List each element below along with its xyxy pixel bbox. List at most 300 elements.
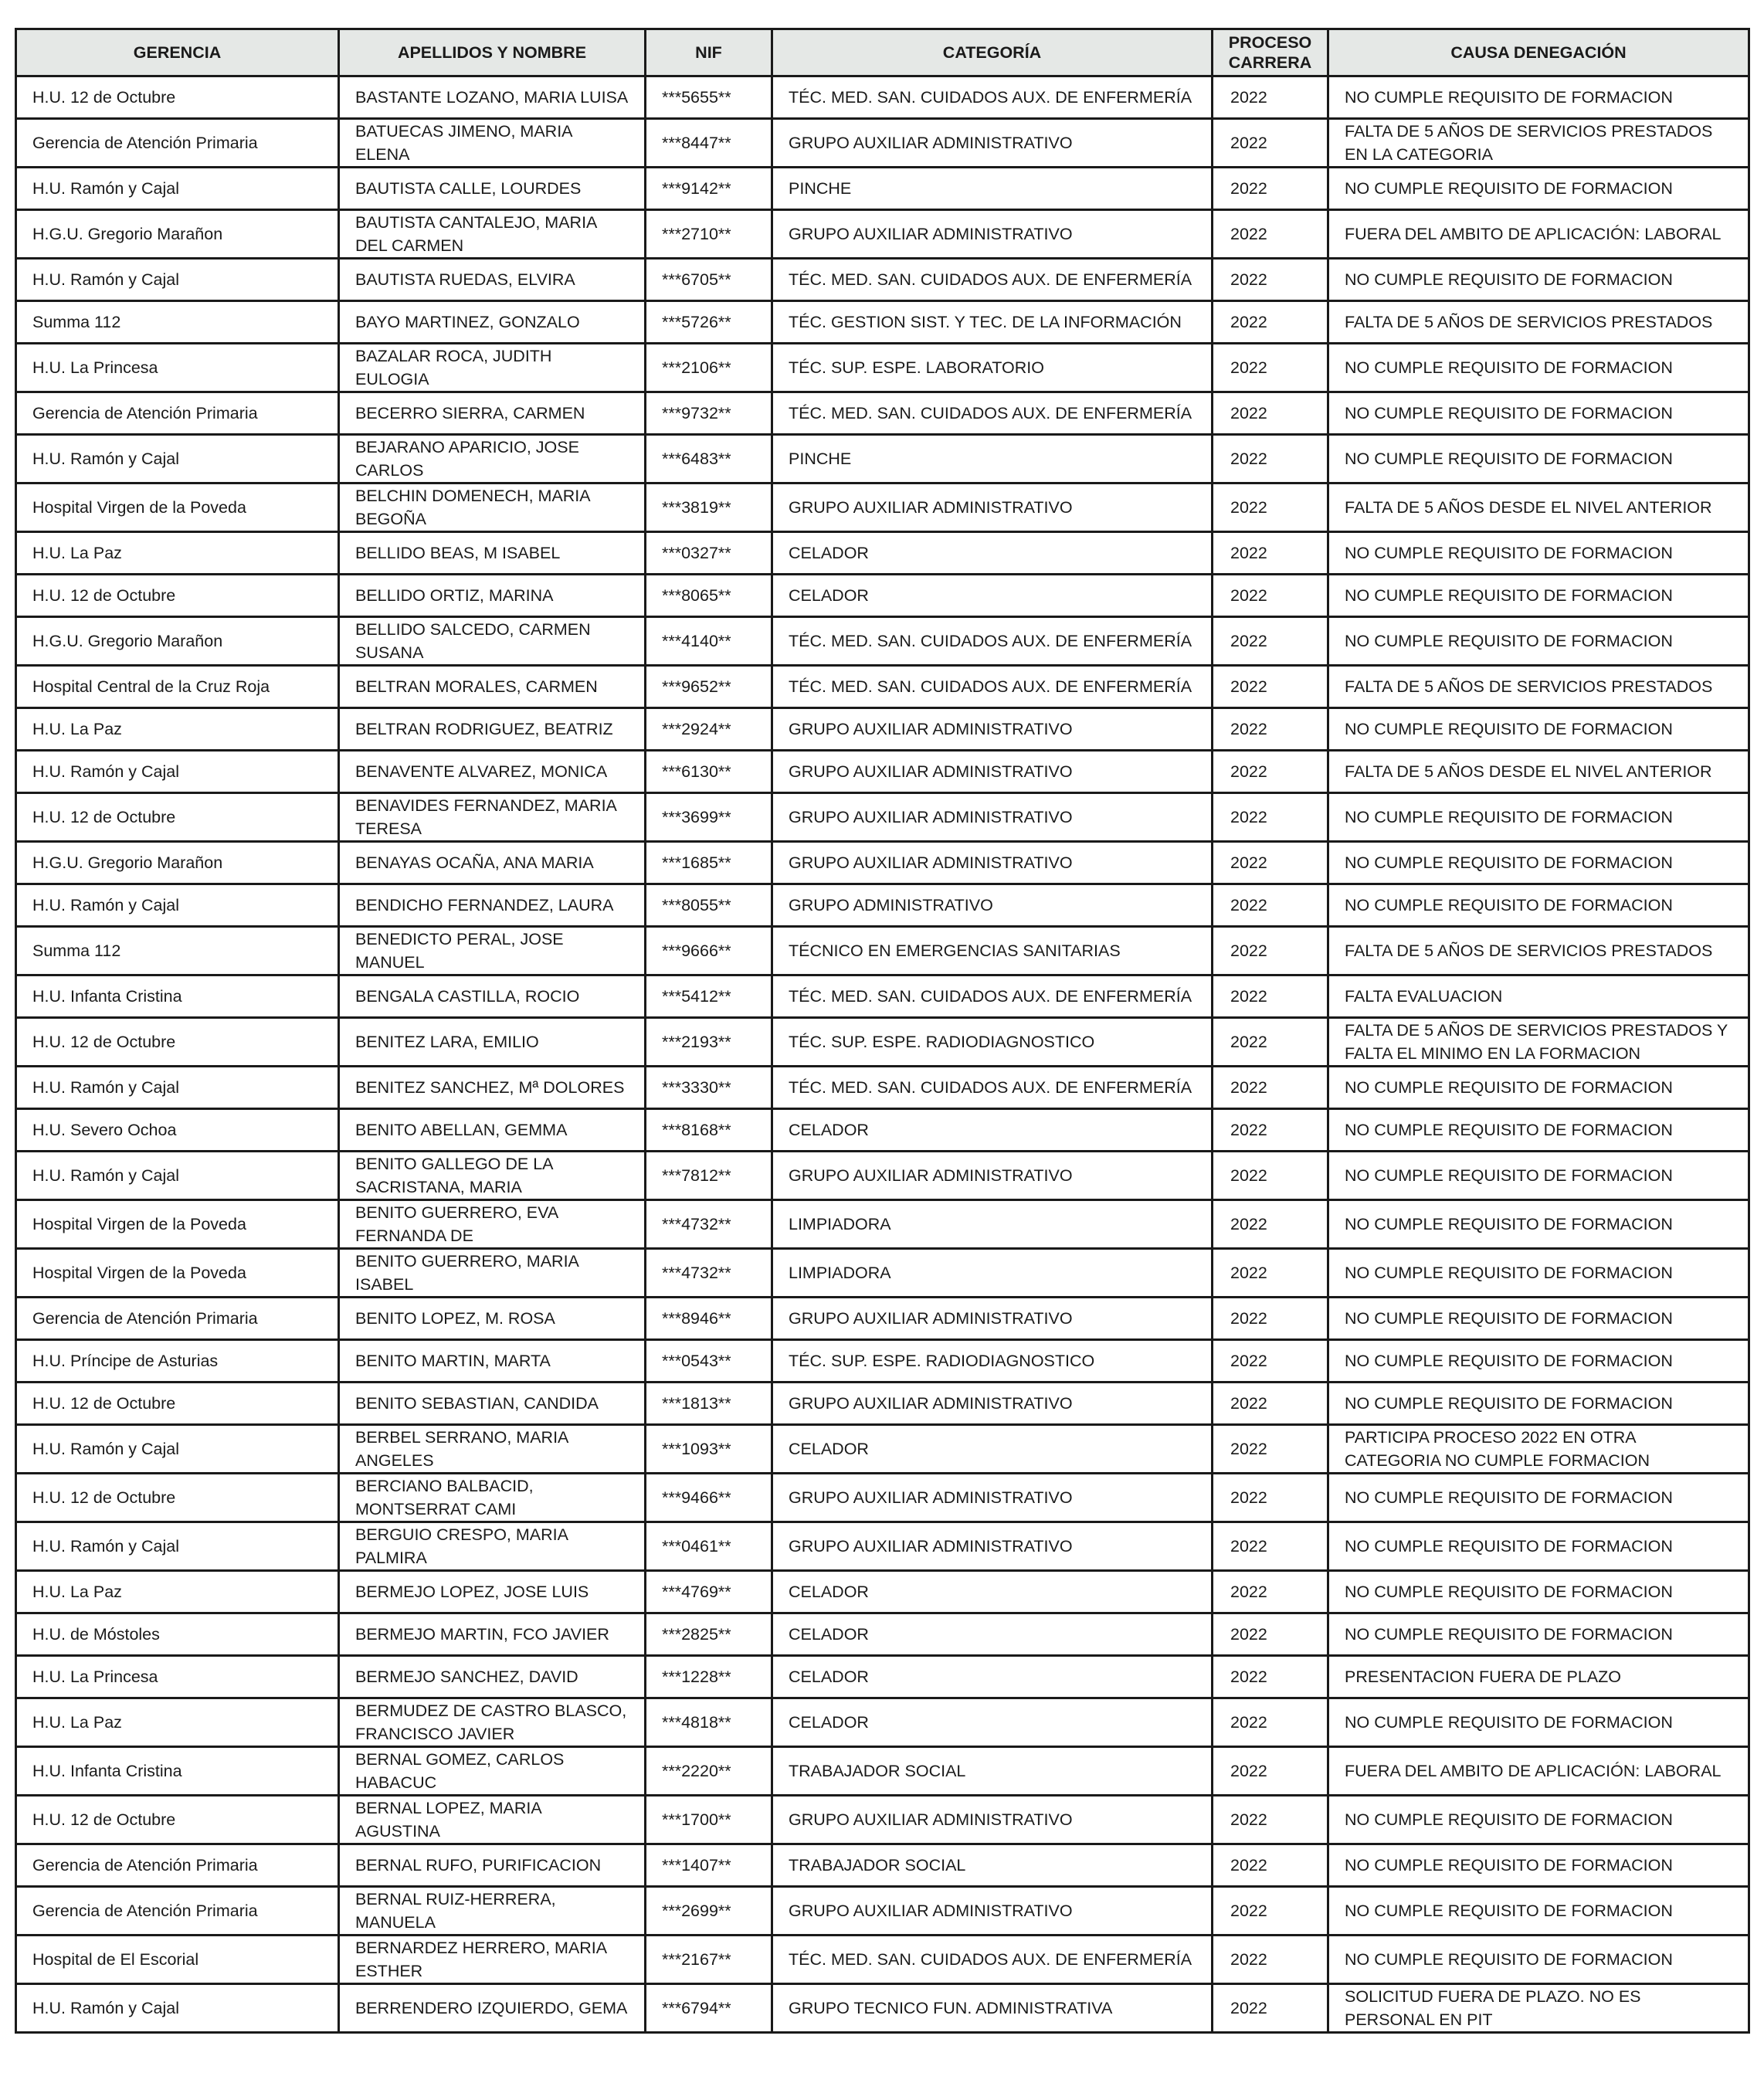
cell-causa-denegacion: NO CUMPLE REQUISITO DE FORMACION [1328,1844,1749,1887]
cell-gerencia: H.U. Infanta Cristina [16,975,339,1018]
cell-categoria: GRUPO AUXILIAR ADMINISTRATIVO [772,708,1213,751]
cell-gerencia: H.U. 12 de Octubre [16,1796,339,1844]
cell-categoria: PINCHE [772,168,1213,210]
cell-gerencia: H.U. Ramón y Cajal [16,259,339,301]
cell-categoria: GRUPO AUXILIAR ADMINISTRATIVO [772,842,1213,884]
cell-causa-denegacion: NO CUMPLE REQUISITO DE FORMACION [1328,435,1749,483]
cell-proceso-carrera: 2022 [1213,1200,1328,1249]
cell-gerencia: H.U. Ramón y Cajal [16,1984,339,2033]
cell-categoria: TÉC. MED. SAN. CUIDADOS AUX. DE ENFERMERÍA [772,259,1213,301]
cell-gerencia: Gerencia de Atención Primaria [16,1844,339,1887]
cell-categoria: TRABAJADOR SOCIAL [772,1844,1213,1887]
table-row [16,483,1749,532]
table-row [16,1109,1749,1152]
cell-categoria: GRUPO ADMINISTRATIVO [772,884,1213,927]
cell-gerencia: H.G.U. Gregorio Marañon [16,842,339,884]
cell-apellidos-nombre: BELLIDO SALCEDO, CARMEN SUSANA [339,617,646,666]
cell-gerencia: H.U. Ramón y Cajal [16,1152,339,1200]
cell-gerencia: Hospital Virgen de la Poveda [16,1249,339,1298]
cell-nif: ***2825** [646,1613,772,1656]
cell-causa-denegacion: NO CUMPLE REQUISITO DE FORMACION [1328,1887,1749,1936]
table-row [16,1340,1749,1383]
cell-proceso-carrera: 2022 [1213,793,1328,842]
cell-gerencia: Gerencia de Atención Primaria [16,1887,339,1936]
cell-categoria: CELADOR [772,1613,1213,1656]
table-row [16,1018,1749,1067]
cell-causa-denegacion: NO CUMPLE REQUISITO DE FORMACION [1328,708,1749,751]
table-row [16,1936,1749,1984]
cell-apellidos-nombre: BELTRAN MORALES, CARMEN [339,666,646,708]
cell-proceso-carrera: 2022 [1213,1844,1328,1887]
cell-proceso-carrera: 2022 [1213,1613,1328,1656]
cell-apellidos-nombre: BENAYAS OCAÑA, ANA MARIA [339,842,646,884]
table-row [16,259,1749,301]
cell-apellidos-nombre: BECERRO SIERRA, CARMEN [339,392,646,435]
cell-categoria: LIMPIADORA [772,1200,1213,1249]
cell-categoria: TÉC. MED. SAN. CUIDADOS AUX. DE ENFERMERÍA [772,975,1213,1018]
cell-causa-denegacion: SOLICITUD FUERA DE PLAZO. NO ES PERSONAL EN PIT [1328,1984,1749,2033]
cell-categoria: GRUPO AUXILIAR ADMINISTRATIVO [772,119,1213,168]
cell-apellidos-nombre: BERMUDEZ DE CASTRO BLASCO, FRANCISCO JAVIER [339,1698,646,1747]
cell-proceso-carrera: 2022 [1213,1340,1328,1383]
cell-categoria: TÉC. MED. SAN. CUIDADOS AUX. DE ENFERMERÍA [772,666,1213,708]
cell-gerencia: H.G.U. Gregorio Marañon [16,210,339,259]
cell-proceso-carrera: 2022 [1213,1018,1328,1067]
cell-causa-denegacion: NO CUMPLE REQUISITO DE FORMACION [1328,344,1749,392]
table-row [16,1425,1749,1474]
cell-categoria: GRUPO AUXILIAR ADMINISTRATIVO [772,751,1213,793]
cell-gerencia: H.U. La Paz [16,708,339,751]
cell-proceso-carrera: 2022 [1213,1796,1328,1844]
cell-nif: ***2699** [646,1887,772,1936]
cell-apellidos-nombre: BERNARDEZ HERRERO, MARIA ESTHER [339,1936,646,1984]
cell-gerencia: H.U. Ramón y Cajal [16,435,339,483]
cell-causa-denegacion: NO CUMPLE REQUISITO DE FORMACION [1328,1109,1749,1152]
cell-categoria: LIMPIADORA [772,1249,1213,1298]
cell-causa-denegacion: NO CUMPLE REQUISITO DE FORMACION [1328,884,1749,927]
cell-categoria: GRUPO AUXILIAR ADMINISTRATIVO [772,1474,1213,1522]
cell-proceso-carrera: 2022 [1213,1067,1328,1109]
table-row [16,344,1749,392]
cell-nif: ***2220** [646,1747,772,1796]
cell-nif: ***6130** [646,751,772,793]
cell-apellidos-nombre: BAYO MARTINEZ, GONZALO [339,301,646,344]
cell-categoria: TÉC. MED. SAN. CUIDADOS AUX. DE ENFERMERÍA [772,392,1213,435]
cell-apellidos-nombre: BAUTISTA CANTALEJO, MARIA DEL CARMEN [339,210,646,259]
cell-causa-denegacion: NO CUMPLE REQUISITO DE FORMACION [1328,1298,1749,1340]
cell-causa-denegacion: NO CUMPLE REQUISITO DE FORMACION [1328,1340,1749,1383]
table-row [16,708,1749,751]
cell-causa-denegacion: FALTA DE 5 AÑOS DE SERVICIOS PRESTADOS Y FALTA EL MINIMO EN LA FORMACION [1328,1018,1749,1067]
cell-gerencia: Gerencia de Atención Primaria [16,119,339,168]
cell-apellidos-nombre: BERCIANO BALBACID, MONTSERRAT CAMI [339,1474,646,1522]
table-row [16,842,1749,884]
cell-apellidos-nombre: BAUTISTA CALLE, LOURDES [339,168,646,210]
cell-causa-denegacion: FALTA DE 5 AÑOS DE SERVICIOS PRESTADOS [1328,927,1749,975]
cell-causa-denegacion: FALTA DE 5 AÑOS DE SERVICIOS PRESTADOS [1328,666,1749,708]
cell-categoria: TÉC. MED. SAN. CUIDADOS AUX. DE ENFERMERÍA [772,1067,1213,1109]
cell-apellidos-nombre: BENITO GUERRERO, EVA FERNANDA DE [339,1200,646,1249]
table-row [16,532,1749,575]
cell-categoria: CELADOR [772,1425,1213,1474]
cell-causa-denegacion: NO CUMPLE REQUISITO DE FORMACION [1328,1936,1749,1984]
cell-apellidos-nombre: BENITO MARTIN, MARTA [339,1340,646,1383]
cell-categoria: TÉC. MED. SAN. CUIDADOS AUX. DE ENFERMERÍA [772,1936,1213,1984]
cell-nif: ***6483** [646,435,772,483]
cell-causa-denegacion: FALTA DE 5 AÑOS DE SERVICIOS PRESTADOS [1328,301,1749,344]
cell-apellidos-nombre: BELLIDO BEAS, M ISABEL [339,532,646,575]
cell-apellidos-nombre: BEJARANO APARICIO, JOSE CARLOS [339,435,646,483]
table-row [16,1698,1749,1747]
cell-nif: ***8055** [646,884,772,927]
cell-proceso-carrera: 2022 [1213,1298,1328,1340]
cell-nif: ***9652** [646,666,772,708]
cell-nif: ***9666** [646,927,772,975]
cell-nif: ***1813** [646,1383,772,1425]
cell-proceso-carrera: 2022 [1213,435,1328,483]
cell-nif: ***4732** [646,1249,772,1298]
cell-nif: ***5655** [646,76,772,119]
cell-proceso-carrera: 2022 [1213,751,1328,793]
table-row [16,617,1749,666]
cell-nif: ***2167** [646,1936,772,1984]
cell-causa-denegacion: PARTICIPA PROCESO 2022 EN OTRA CATEGORIA NO CUMPLE FORMACION [1328,1425,1749,1474]
cell-apellidos-nombre: BERNAL GOMEZ, CARLOS HABACUC [339,1747,646,1796]
cell-proceso-carrera: 2022 [1213,575,1328,617]
cell-gerencia: H.U. La Princesa [16,344,339,392]
cell-gerencia: H.U. 12 de Octubre [16,793,339,842]
cell-categoria: GRUPO AUXILIAR ADMINISTRATIVO [772,210,1213,259]
table-row [16,392,1749,435]
cell-gerencia: H.U. Ramón y Cajal [16,751,339,793]
cell-proceso-carrera: 2022 [1213,1522,1328,1571]
cell-proceso-carrera: 2022 [1213,210,1328,259]
cell-categoria: CELADOR [772,575,1213,617]
cell-proceso-carrera: 2022 [1213,1936,1328,1984]
cell-proceso-carrera: 2022 [1213,1425,1328,1474]
cell-categoria: CELADOR [772,1109,1213,1152]
cell-nif: ***1228** [646,1656,772,1698]
cell-gerencia: H.U. La Paz [16,532,339,575]
cell-nif: ***1700** [646,1796,772,1844]
cell-categoria: GRUPO AUXILIAR ADMINISTRATIVO [772,1383,1213,1425]
cell-gerencia: H.U. 12 de Octubre [16,76,339,119]
cell-gerencia: H.U. La Princesa [16,1656,339,1698]
cell-proceso-carrera: 2022 [1213,666,1328,708]
table-row [16,975,1749,1018]
cell-apellidos-nombre: BERMEJO MARTIN, FCO JAVIER [339,1613,646,1656]
cell-causa-denegacion: NO CUMPLE REQUISITO DE FORMACION [1328,1522,1749,1571]
cell-proceso-carrera: 2022 [1213,392,1328,435]
cell-nif: ***1685** [646,842,772,884]
cell-proceso-carrera: 2022 [1213,1887,1328,1936]
cell-categoria: GRUPO TECNICO FUN. ADMINISTRATIVA [772,1984,1213,2033]
cell-nif: ***7812** [646,1152,772,1200]
cell-gerencia: H.G.U. Gregorio Marañon [16,617,339,666]
table-row [16,119,1749,168]
cell-nif: ***2924** [646,708,772,751]
cell-categoria: GRUPO AUXILIAR ADMINISTRATIVO [772,1887,1213,1936]
cell-apellidos-nombre: BERNAL RUFO, PURIFICACION [339,1844,646,1887]
header-row [16,29,1749,76]
cell-categoria: GRUPO AUXILIAR ADMINISTRATIVO [772,483,1213,532]
cell-apellidos-nombre: BENDICHO FERNANDEZ, LAURA [339,884,646,927]
cell-proceso-carrera: 2022 [1213,884,1328,927]
cell-apellidos-nombre: BERGUIO CRESPO, MARIA PALMIRA [339,1522,646,1571]
cell-nif: ***5726** [646,301,772,344]
cell-causa-denegacion: NO CUMPLE REQUISITO DE FORMACION [1328,1613,1749,1656]
cell-causa-denegacion: NO CUMPLE REQUISITO DE FORMACION [1328,168,1749,210]
cell-nif: ***1093** [646,1425,772,1474]
cell-causa-denegacion: NO CUMPLE REQUISITO DE FORMACION [1328,1571,1749,1613]
cell-apellidos-nombre: BENITO ABELLAN, GEMMA [339,1109,646,1152]
table-row [16,1298,1749,1340]
cell-proceso-carrera: 2022 [1213,708,1328,751]
cell-gerencia: Hospital de El Escorial [16,1936,339,1984]
header-proceso-carrera: PROCESO CARRERA [1213,29,1328,76]
cell-gerencia: Hospital Virgen de la Poveda [16,1200,339,1249]
cell-apellidos-nombre: BAUTISTA RUEDAS, ELVIRA [339,259,646,301]
cell-proceso-carrera: 2022 [1213,1984,1328,2033]
cell-causa-denegacion: NO CUMPLE REQUISITO DE FORMACION [1328,1200,1749,1249]
cell-proceso-carrera: 2022 [1213,1698,1328,1747]
cell-categoria: TÉCNICO EN EMERGENCIAS SANITARIAS [772,927,1213,975]
cell-proceso-carrera: 2022 [1213,617,1328,666]
table-row [16,301,1749,344]
cell-apellidos-nombre: BENITO LOPEZ, M. ROSA [339,1298,646,1340]
cell-apellidos-nombre: BERNAL RUIZ-HERRERA, MANUELA [339,1887,646,1936]
cell-proceso-carrera: 2022 [1213,1109,1328,1152]
cell-nif: ***9466** [646,1474,772,1522]
cell-causa-denegacion: NO CUMPLE REQUISITO DE FORMACION [1328,1152,1749,1200]
cell-apellidos-nombre: BENEDICTO PERAL, JOSE MANUEL [339,927,646,975]
cell-categoria: TÉC. SUP. ESPE. RADIODIAGNOSTICO [772,1018,1213,1067]
cell-proceso-carrera: 2022 [1213,259,1328,301]
cell-nif: ***8946** [646,1298,772,1340]
cell-apellidos-nombre: BERMEJO LOPEZ, JOSE LUIS [339,1571,646,1613]
cell-gerencia: H.U. Ramón y Cajal [16,1425,339,1474]
cell-categoria: PINCHE [772,435,1213,483]
cell-gerencia: H.U. 12 de Octubre [16,1383,339,1425]
cell-categoria: CELADOR [772,1656,1213,1698]
cell-nif: ***3819** [646,483,772,532]
cell-proceso-carrera: 2022 [1213,1383,1328,1425]
table-row [16,1796,1749,1844]
table-row [16,76,1749,119]
table-body [16,76,1749,2033]
cell-causa-denegacion: NO CUMPLE REQUISITO DE FORMACION [1328,793,1749,842]
cell-gerencia: H.U. Ramón y Cajal [16,884,339,927]
cell-gerencia: H.U. 12 de Octubre [16,575,339,617]
cell-categoria: TÉC. MED. SAN. CUIDADOS AUX. DE ENFERMERÍA [772,617,1213,666]
cell-apellidos-nombre: BENITO GALLEGO DE LA SACRISTANA, MARIA [339,1152,646,1200]
cell-gerencia: H.U. de Móstoles [16,1613,339,1656]
cell-proceso-carrera: 2022 [1213,119,1328,168]
cell-nif: ***4140** [646,617,772,666]
table-row [16,666,1749,708]
table-row [16,884,1749,927]
cell-proceso-carrera: 2022 [1213,168,1328,210]
cell-categoria: TÉC. SUP. ESPE. RADIODIAGNOSTICO [772,1340,1213,1383]
cell-gerencia: H.U. 12 de Octubre [16,1474,339,1522]
cell-gerencia: H.U. Severo Ochoa [16,1109,339,1152]
header-nif: NIF [646,29,772,76]
table-row [16,435,1749,483]
cell-gerencia: Gerencia de Atención Primaria [16,1298,339,1340]
cell-gerencia: H.U. Infanta Cristina [16,1747,339,1796]
cell-proceso-carrera: 2022 [1213,1571,1328,1613]
cell-apellidos-nombre: BASTANTE LOZANO, MARIA LUISA [339,76,646,119]
cell-causa-denegacion: FUERA DEL AMBITO DE APLICACIÓN: LABORAL [1328,1747,1749,1796]
table-row [16,1249,1749,1298]
cell-causa-denegacion: PRESENTACION FUERA DE PLAZO [1328,1656,1749,1698]
cell-apellidos-nombre: BENITEZ LARA, EMILIO [339,1018,646,1067]
cell-causa-denegacion: NO CUMPLE REQUISITO DE FORMACION [1328,532,1749,575]
cell-categoria: TRABAJADOR SOCIAL [772,1747,1213,1796]
table-row [16,575,1749,617]
table-row [16,1747,1749,1796]
cell-causa-denegacion: NO CUMPLE REQUISITO DE FORMACION [1328,1067,1749,1109]
cell-nif: ***2193** [646,1018,772,1067]
denials-table [15,28,1750,2034]
cell-causa-denegacion: FALTA DE 5 AÑOS DESDE EL NIVEL ANTERIOR [1328,751,1749,793]
cell-proceso-carrera: 2022 [1213,1474,1328,1522]
cell-proceso-carrera: 2022 [1213,1152,1328,1200]
header-causa-denegacion: CAUSA DENEGACIÓN [1328,29,1749,76]
cell-causa-denegacion: NO CUMPLE REQUISITO DE FORMACION [1328,392,1749,435]
cell-gerencia: H.U. 12 de Octubre [16,1018,339,1067]
cell-proceso-carrera: 2022 [1213,1747,1328,1796]
cell-nif: ***0327** [646,532,772,575]
cell-gerencia: Hospital Central de la Cruz Roja [16,666,339,708]
cell-categoria: TÉC. MED. SAN. CUIDADOS AUX. DE ENFERMERÍA [772,76,1213,119]
table-row [16,1656,1749,1698]
cell-proceso-carrera: 2022 [1213,532,1328,575]
cell-categoria: GRUPO AUXILIAR ADMINISTRATIVO [772,1152,1213,1200]
cell-nif: ***2106** [646,344,772,392]
cell-gerencia: Gerencia de Atención Primaria [16,392,339,435]
cell-nif: ***4732** [646,1200,772,1249]
cell-nif: ***2710** [646,210,772,259]
cell-apellidos-nombre: BERBEL SERRANO, MARIA ANGELES [339,1425,646,1474]
header-categoria: CATEGORÍA [772,29,1213,76]
cell-causa-denegacion: NO CUMPLE REQUISITO DE FORMACION [1328,842,1749,884]
cell-categoria: CELADOR [772,1698,1213,1747]
cell-causa-denegacion: NO CUMPLE REQUISITO DE FORMACION [1328,259,1749,301]
table-row [16,793,1749,842]
cell-proceso-carrera: 2022 [1213,483,1328,532]
header-gerencia: GERENCIA [16,29,339,76]
cell-proceso-carrera: 2022 [1213,301,1328,344]
cell-categoria: CELADOR [772,532,1213,575]
cell-gerencia: H.U. Ramón y Cajal [16,168,339,210]
cell-gerencia: Summa 112 [16,927,339,975]
cell-apellidos-nombre: BERNAL LOPEZ, MARIA AGUSTINA [339,1796,646,1844]
cell-gerencia: H.U. La Paz [16,1698,339,1747]
cell-categoria: CELADOR [772,1571,1213,1613]
table-row [16,927,1749,975]
cell-apellidos-nombre: BELLIDO ORTIZ, MARINA [339,575,646,617]
cell-causa-denegacion: FUERA DEL AMBITO DE APLICACIÓN: LABORAL [1328,210,1749,259]
cell-categoria: GRUPO AUXILIAR ADMINISTRATIVO [772,793,1213,842]
table-row [16,1984,1749,2033]
table-row [16,1200,1749,1249]
cell-proceso-carrera: 2022 [1213,1656,1328,1698]
table-row [16,1474,1749,1522]
cell-proceso-carrera: 2022 [1213,344,1328,392]
cell-nif: ***4818** [646,1698,772,1747]
cell-proceso-carrera: 2022 [1213,927,1328,975]
cell-apellidos-nombre: BELTRAN RODRIGUEZ, BEATRIZ [339,708,646,751]
table-row [16,1844,1749,1887]
cell-gerencia: H.U. La Paz [16,1571,339,1613]
cell-nif: ***0461** [646,1522,772,1571]
cell-nif: ***3699** [646,793,772,842]
cell-nif: ***0543** [646,1340,772,1383]
table-row [16,1067,1749,1109]
cell-causa-denegacion: NO CUMPLE REQUISITO DE FORMACION [1328,1698,1749,1747]
cell-nif: ***6794** [646,1984,772,2033]
cell-apellidos-nombre: BAZALAR ROCA, JUDITH EULOGIA [339,344,646,392]
cell-causa-denegacion: NO CUMPLE REQUISITO DE FORMACION [1328,1383,1749,1425]
header-apellidos-nombre: APELLIDOS Y NOMBRE [339,29,646,76]
table-row [16,1571,1749,1613]
cell-apellidos-nombre: BENAVIDES FERNANDEZ, MARIA TERESA [339,793,646,842]
cell-nif: ***5412** [646,975,772,1018]
cell-causa-denegacion: NO CUMPLE REQUISITO DE FORMACION [1328,617,1749,666]
cell-apellidos-nombre: BERRENDERO IZQUIERDO, GEMA [339,1984,646,2033]
cell-proceso-carrera: 2022 [1213,76,1328,119]
cell-causa-denegacion: NO CUMPLE REQUISITO DE FORMACION [1328,1474,1749,1522]
cell-gerencia: Hospital Virgen de la Poveda [16,483,339,532]
cell-causa-denegacion: NO CUMPLE REQUISITO DE FORMACION [1328,1796,1749,1844]
cell-proceso-carrera: 2022 [1213,1249,1328,1298]
cell-nif: ***1407** [646,1844,772,1887]
cell-nif: ***3330** [646,1067,772,1109]
cell-nif: ***4769** [646,1571,772,1613]
cell-categoria: GRUPO AUXILIAR ADMINISTRATIVO [772,1522,1213,1571]
cell-causa-denegacion: NO CUMPLE REQUISITO DE FORMACION [1328,76,1749,119]
cell-gerencia: H.U. Ramón y Cajal [16,1522,339,1571]
table-row [16,1613,1749,1656]
cell-causa-denegacion: FALTA EVALUACION [1328,975,1749,1018]
cell-apellidos-nombre: BENITO GUERRERO, MARIA ISABEL [339,1249,646,1298]
cell-nif: ***9142** [646,168,772,210]
cell-causa-denegacion: FALTA DE 5 AÑOS DESDE EL NIVEL ANTERIOR [1328,483,1749,532]
table-row [16,1522,1749,1571]
cell-categoria: GRUPO AUXILIAR ADMINISTRATIVO [772,1298,1213,1340]
cell-apellidos-nombre: BELCHIN DOMENECH, MARIA BEGOÑA [339,483,646,532]
cell-apellidos-nombre: BENITEZ SANCHEZ, Mª DOLORES [339,1067,646,1109]
table-row [16,1887,1749,1936]
cell-apellidos-nombre: BENGALA CASTILLA, ROCIO [339,975,646,1018]
table-row [16,168,1749,210]
cell-categoria: GRUPO AUXILIAR ADMINISTRATIVO [772,1796,1213,1844]
table-row [16,751,1749,793]
cell-nif: ***8065** [646,575,772,617]
table-row [16,1152,1749,1200]
cell-categoria: TÉC. GESTION SIST. Y TEC. DE LA INFORMACIÓN [772,301,1213,344]
cell-categoria: TÉC. SUP. ESPE. LABORATORIO [772,344,1213,392]
table-row [16,1383,1749,1425]
cell-proceso-carrera: 2022 [1213,975,1328,1018]
cell-causa-denegacion: FALTA DE 5 AÑOS DE SERVICIOS PRESTADOS EN LA CATEGORIA [1328,119,1749,168]
cell-nif: ***9732** [646,392,772,435]
cell-apellidos-nombre: BERMEJO SANCHEZ, DAVID [339,1656,646,1698]
cell-causa-denegacion: NO CUMPLE REQUISITO DE FORMACION [1328,575,1749,617]
cell-apellidos-nombre: BENITO SEBASTIAN, CANDIDA [339,1383,646,1425]
cell-gerencia: H.U. Príncipe de Asturias [16,1340,339,1383]
